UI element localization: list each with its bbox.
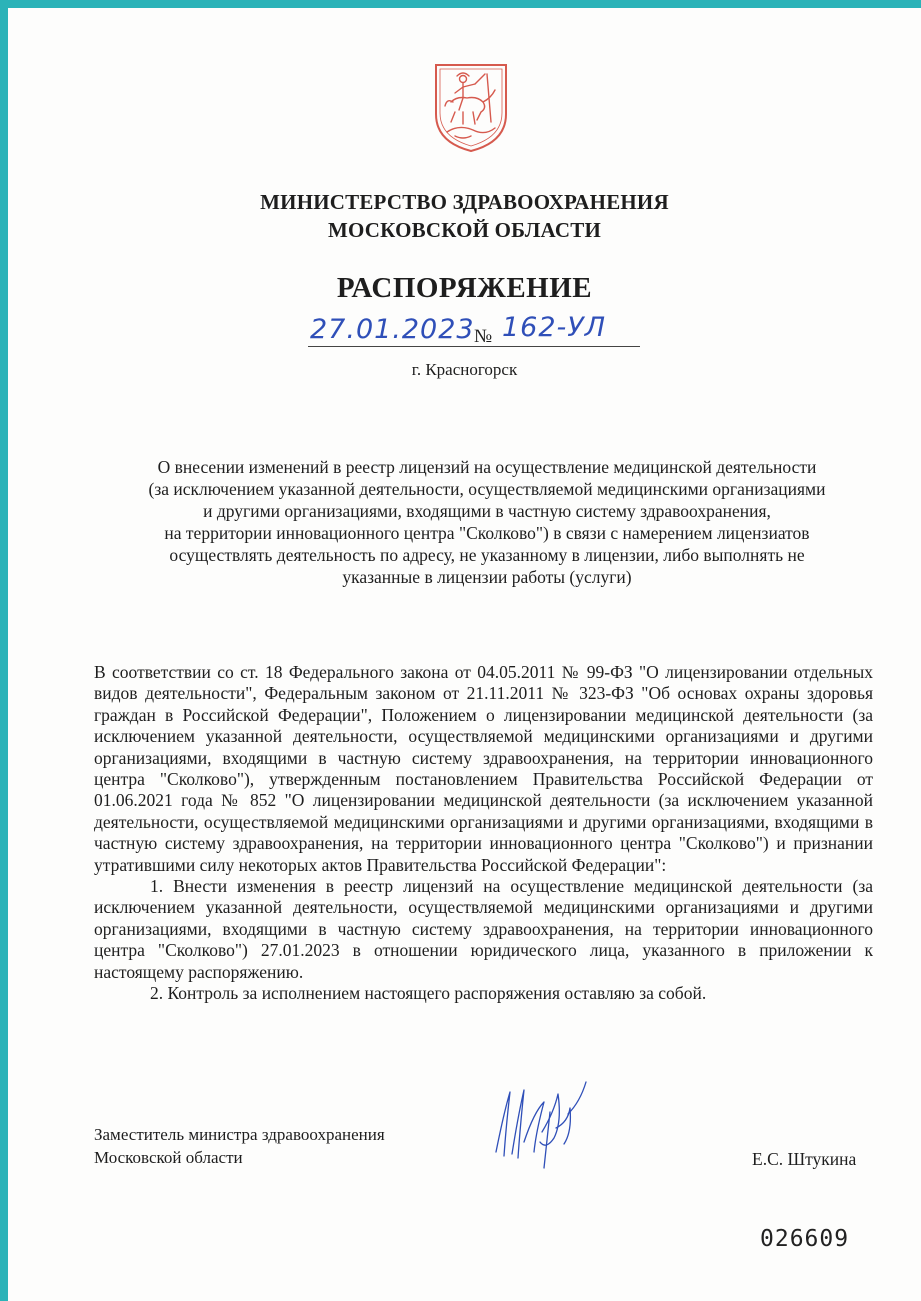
document-body bbox=[94, 662, 873, 1005]
handwritten-order-number: 162-УЛ bbox=[502, 312, 607, 343]
subject-line: (за исключением указанной деятельности, осуществляемой медицинскими организациями bbox=[148, 479, 826, 499]
ministry-name bbox=[8, 188, 921, 244]
subject-line: указанные в лицензии работы (услуги) bbox=[342, 567, 632, 587]
ministry-line-2: МОСКОВСКОЙ ОБЛАСТИ bbox=[328, 218, 601, 242]
moscow-region-coat-of-arms-icon bbox=[433, 62, 509, 154]
preamble-paragraph: В соответствии со ст. 18 Федерального закона от 04.05.2011 № 99-ФЗ "О лицензировании отдельных видов деятельности", Федеральным законом от 21.11.2011 № 323-ФЗ "Об основах охраны здоровья граждан в Российской Федерации", Положением о лицензировании медицинской деятельности (за исключением указанной деятельности, осуществляемой медицинскими организациями и другими организациями, входящими в частную систему здравоохранения, на территории инновационного центра "Сколково"), утвержденным постановлением Правительства Российской Федерации от 01.06.2021 года № 852 "О лицензировании медицинской деятельности (за исключением указанной деятельности, осуществляемой медицинскими организациями и другими организациями, входящими в частную систему здравоохранения, на территории инновационного центра "Сколково") и признании утратившими силу некоторых актов Правительства Российской Федерации": bbox=[94, 662, 873, 875]
position-line-2: Московской области bbox=[94, 1148, 243, 1167]
subject-line: осуществлять деятельность по адресу, не указанному в лицензии, либо выполнять не bbox=[169, 545, 805, 565]
ministry-line-1: МИНИСТЕРСТВО ЗДРАВООХРАНЕНИЯ bbox=[260, 190, 669, 214]
document-page bbox=[8, 8, 921, 1301]
subject-line: О внесении изменений в реестр лицензий на осуществление медицинской деятельности bbox=[157, 457, 817, 477]
order-item-1: 1. Внести изменения в реестр лицензий на осуществление медицинской деятельности (за исключением указанной деятельности, осуществляемой медицинскими организациями и другими организациями, входящими в частную систему здравоохранения, на территории инновационного центра "Сколково") 27.01.2023 в отношении юридического лица, указанного в приложении к настоящему распоряжению. bbox=[94, 876, 873, 982]
handwritten-date: 27.01.2023 bbox=[310, 314, 475, 345]
subject-line: и другими организациями, входящими в частную систему здравоохранения, bbox=[203, 501, 771, 521]
document-serial-number: 026609 bbox=[760, 1226, 850, 1252]
city: г. Красногорск bbox=[411, 360, 518, 379]
document-type-title: РАСПОРЯЖЕНИЕ bbox=[336, 272, 593, 304]
subject-line: на территории инновационного центра "Сколково") в связи с намерением лицензиатов bbox=[164, 523, 810, 543]
order-item-2: 2. Контроль за исполнением настоящего распоряжения оставляю за собой. bbox=[150, 983, 707, 1004]
document-subject bbox=[88, 456, 886, 588]
signatory-name: Е.С. Штукина bbox=[752, 1149, 857, 1169]
handwritten-signature-icon bbox=[484, 1072, 594, 1172]
number-sign: № bbox=[474, 326, 493, 347]
position-line-1: Заместитель министра здравоохранения bbox=[94, 1125, 385, 1144]
signatory-position bbox=[94, 1123, 385, 1169]
